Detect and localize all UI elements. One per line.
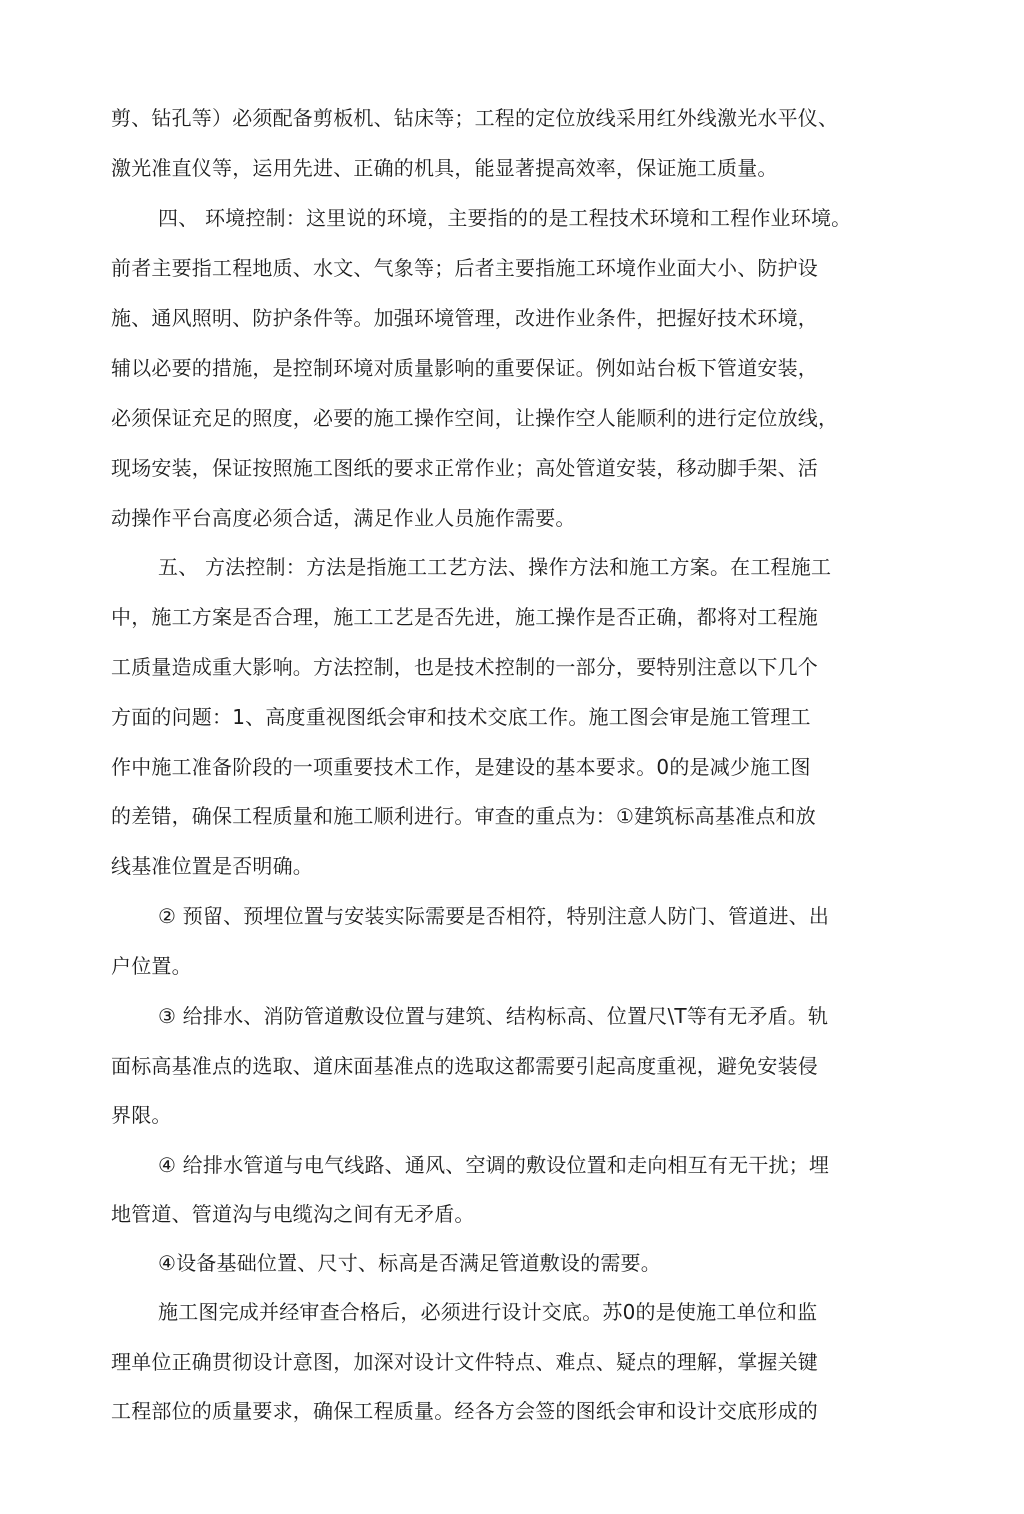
list-item-3: ③ 给排水、消防管道敷设位置与建筑、结构标高、位置尺\T等有无矛盾。轨 [158,1004,829,1028]
text-line: 线基准位置是否明确。 [111,854,313,878]
paragraph-design-briefing: 施工图完成并经审查合格后，必须进行设计交底。苏0的是使施工单位和监 [158,1300,818,1324]
text-line: 面标高基准点的选取、道床面基准点的选取这都需要引起高度重视，避免安装侵 [111,1054,818,1078]
text-line: 必须保证充足的照度，必要的施工操作空间，让操作空人能顺利的进行定位放线， [111,406,839,430]
text-line: 现场安装，保证按照施工图纸的要求正常作业；高处管道安装，移动脚手架、活 [111,456,818,480]
text-line: 剪、钻孔等）必须配备剪板机、钻床等；工程的定位放线采用红外线激光水平仪、 [111,106,839,130]
section-heading-method: 五、 方法控制：方法是指施工工艺方法、操作方法和施工方案。在工程施工 [158,555,832,579]
text-line: 作中施工准备阶段的一项重要技术工作，是建设的基本要求。0的是减少施工图 [111,755,811,779]
text-line: 界限。 [111,1103,172,1127]
list-item-2: ② 预留、预埋位置与安装实际需要是否相符，特别注意人防门、管道进、出 [158,904,830,928]
text-line: 的差错，确保工程质量和施工顺利进行。审查的重点为：①建筑标高基准点和放 [111,804,816,828]
text-line: 地管道、管道沟与电缆沟之间有无矛盾。 [111,1202,475,1226]
text-line: 中，施工方案是否合理，施工工艺是否先进，施工操作是否正确，都将对工程施 [111,605,818,629]
text-line: 户位置。 [111,954,192,978]
text-line: 施、通风照明、防护条件等。加强环境管理，改进作业条件，把握好技术环境， [111,306,818,330]
text-line: 工质量造成重大影响。方法控制，也是技术控制的一部分，要特别注意以下几个 [111,655,818,679]
text-line: 方面的问题：1、高度重视图纸会审和技术交底工作。施工图会审是施工管理工 [111,705,811,729]
list-item-4: ④ 给排水管道与电气线路、通风、空调的敷设位置和走向相互有无干扰；埋 [158,1153,830,1177]
text-line: 激光准直仪等，运用先进、正确的机具，能显著提高效率，保证施工质量。 [111,156,778,180]
text-line: 工程部位的质量要求，确保工程质量。经各方会签的图纸会审和设计交底形成的 [111,1399,818,1423]
text-line: 前者主要指工程地质、水文、气象等；后者主要指施工环境作业面大小、防护设 [111,256,818,280]
text-line: 辅以必要的措施，是控制环境对质量影响的重要保证。例如站台板下管道安装， [111,356,818,380]
section-heading-environment: 四、 环境控制：这里说的环境，主要指的的是工程技术环境和工程作业环境。 [158,206,852,230]
text-line: 动操作平台高度必须合适，满足作业人员施作需要。 [111,506,576,530]
list-item-5: ④设备基础位置、尺寸、标高是否满足管道敷设的需要。 [158,1251,661,1275]
text-line: 理单位正确贯彻设计意图，加深对设计文件特点、难点、疑点的理解，掌握关键 [111,1350,818,1374]
